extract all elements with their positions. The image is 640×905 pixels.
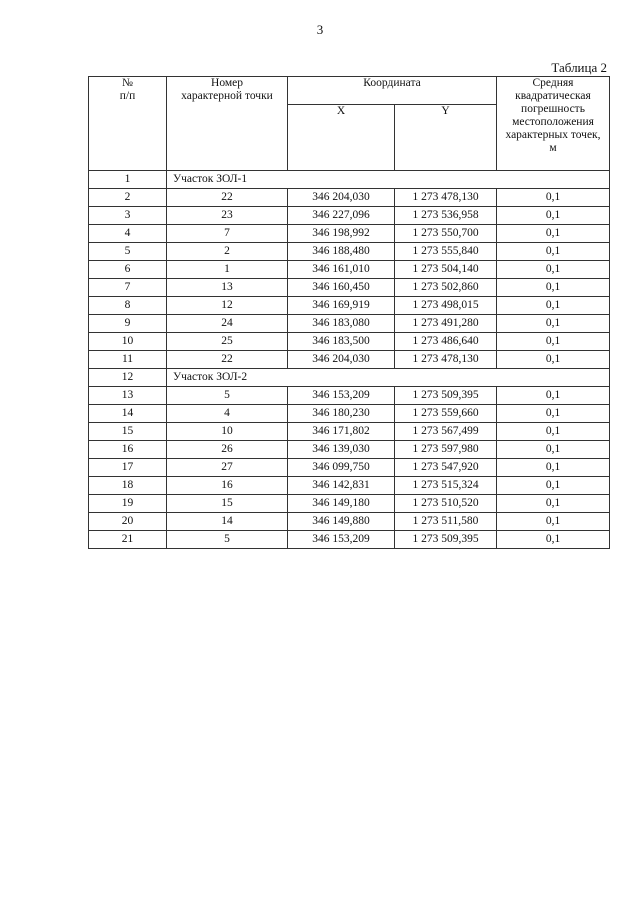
cell-point: 15 [167,495,288,513]
cell-error: 0,1 [497,297,610,315]
cell-x: 346 169,919 [288,297,395,315]
table-row [89,459,610,477]
cell-point: 7 [167,225,288,243]
cell-x: 346 171,802 [288,423,395,441]
cell-error: 0,1 [497,495,610,513]
table-row [89,297,610,315]
cell-x: 346 180,230 [288,405,395,423]
table-row [89,531,610,549]
cell-error: 0,1 [497,261,610,279]
table-row [89,225,610,243]
cell-number: 9 [89,315,167,333]
cell-y: 1 273 567,499 [395,423,497,441]
cell-point: 14 [167,513,288,531]
header-number: № п/п [89,77,167,171]
cell-error: 0,1 [497,477,610,495]
cell-number: 6 [89,261,167,279]
cell-error: 0,1 [497,333,610,351]
cell-error: 0,1 [497,189,610,207]
cell-number: 14 [89,405,167,423]
cell-x: 346 153,209 [288,531,395,549]
cell-point: 25 [167,333,288,351]
cell-y: 1 273 491,280 [395,315,497,333]
cell-x: 346 153,209 [288,387,395,405]
cell-y: 1 273 478,130 [395,351,497,369]
cell-y: 1 273 486,640 [395,333,497,351]
section-title: Участок ЗОЛ-2 [167,369,610,387]
cell-y: 1 273 498,015 [395,297,497,315]
header-x: X [288,105,395,171]
cell-error: 0,1 [497,243,610,261]
cell-point: 22 [167,351,288,369]
section-row [89,369,610,387]
cell-x: 346 139,030 [288,441,395,459]
cell-point: 24 [167,315,288,333]
header-point-number: Номер характерной точки [167,77,288,171]
cell-number: 21 [89,531,167,549]
table-row [89,495,610,513]
cell-number: 18 [89,477,167,495]
coordinates-table [88,76,610,549]
table-row [89,261,610,279]
cell-point: 23 [167,207,288,225]
cell-error: 0,1 [497,531,610,549]
cell-number: 3 [89,207,167,225]
cell-y: 1 273 509,395 [395,387,497,405]
cell-point: 5 [167,531,288,549]
cell-x: 346 183,080 [288,315,395,333]
cell-point: 16 [167,477,288,495]
cell-number: 16 [89,441,167,459]
cell-number: 17 [89,459,167,477]
cell-y: 1 273 550,700 [395,225,497,243]
cell-point: 5 [167,387,288,405]
cell-point: 22 [167,189,288,207]
cell-y: 1 273 509,395 [395,531,497,549]
table-row [89,513,610,531]
cell-error: 0,1 [497,351,610,369]
cell-x: 346 183,500 [288,333,395,351]
cell-error: 0,1 [497,207,610,225]
cell-number: 1 [89,171,167,189]
table-row [89,207,610,225]
cell-x: 346 142,831 [288,477,395,495]
table-row [89,441,610,459]
cell-error: 0,1 [497,441,610,459]
table-row [89,387,610,405]
cell-y: 1 273 510,520 [395,495,497,513]
table-caption: Таблица 2 [551,60,607,75]
cell-number: 13 [89,387,167,405]
cell-y: 1 273 547,920 [395,459,497,477]
cell-x: 346 204,030 [288,351,395,369]
cell-x: 346 188,480 [288,243,395,261]
cell-number: 19 [89,495,167,513]
cell-x: 346 204,030 [288,189,395,207]
cell-error: 0,1 [497,315,610,333]
cell-y: 1 273 555,840 [395,243,497,261]
cell-x: 346 198,992 [288,225,395,243]
cell-y: 1 273 511,580 [395,513,497,531]
cell-point: 26 [167,441,288,459]
table-row [89,333,610,351]
cell-y: 1 273 597,980 [395,441,497,459]
cell-number: 7 [89,279,167,297]
cell-number: 5 [89,243,167,261]
table-body [89,171,610,549]
table-row [89,279,610,297]
cell-error: 0,1 [497,387,610,405]
header-coordinate: Координата [288,77,497,105]
cell-x: 346 149,880 [288,513,395,531]
cell-number: 20 [89,513,167,531]
table-row [89,189,610,207]
cell-number: 15 [89,423,167,441]
section-row [89,171,610,189]
page-number: 3 [316,22,324,37]
cell-y: 1 273 478,130 [395,189,497,207]
cell-point: 1 [167,261,288,279]
cell-x: 346 227,096 [288,207,395,225]
table-row [89,423,610,441]
cell-x: 346 160,450 [288,279,395,297]
cell-y: 1 273 515,324 [395,477,497,495]
cell-error: 0,1 [497,513,610,531]
cell-point: 27 [167,459,288,477]
cell-point: 12 [167,297,288,315]
cell-point: 2 [167,243,288,261]
header-y: Y [395,105,497,171]
cell-error: 0,1 [497,459,610,477]
cell-number: 2 [89,189,167,207]
table-row [89,315,610,333]
section-title: Участок ЗОЛ-1 [167,171,610,189]
cell-y: 1 273 504,140 [395,261,497,279]
cell-error: 0,1 [497,225,610,243]
cell-y: 1 273 502,860 [395,279,497,297]
cell-error: 0,1 [497,423,610,441]
cell-x: 346 149,180 [288,495,395,513]
cell-number: 12 [89,369,167,387]
header-error: Средняя квадратическая погрешность местоположения характерных точек, м [497,77,610,171]
cell-error: 0,1 [497,279,610,297]
cell-point: 4 [167,405,288,423]
cell-y: 1 273 536,958 [395,207,497,225]
table-row [89,477,610,495]
table-row [89,243,610,261]
cell-number: 4 [89,225,167,243]
table-row [89,351,610,369]
cell-x: 346 161,010 [288,261,395,279]
cell-number: 11 [89,351,167,369]
cell-number: 8 [89,297,167,315]
table-row [89,405,610,423]
cell-number: 10 [89,333,167,351]
cell-x: 346 099,750 [288,459,395,477]
cell-y: 1 273 559,660 [395,405,497,423]
cell-error: 0,1 [497,405,610,423]
cell-point: 13 [167,279,288,297]
cell-point: 10 [167,423,288,441]
